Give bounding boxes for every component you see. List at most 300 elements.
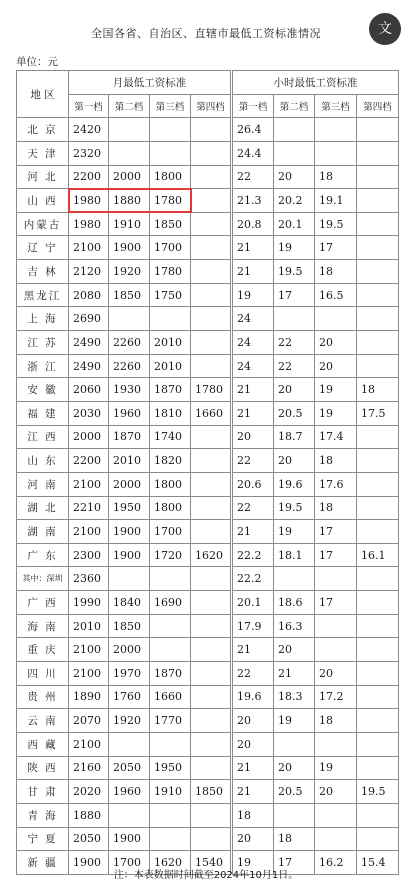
monthly-wage-cell: 2000 xyxy=(109,472,150,496)
hourly-wage-cell: 19 xyxy=(274,709,315,733)
region-cell: 甘 肃 xyxy=(17,780,69,804)
monthly-wage-cell: 2100 xyxy=(69,472,109,496)
hourly-wage-cell xyxy=(315,118,357,142)
hourly-wage-cell xyxy=(357,141,399,165)
monthly-wage-cell xyxy=(191,709,232,733)
region-cell: 安 徽 xyxy=(17,378,69,402)
monthly-wage-cell: 1750 xyxy=(150,283,191,307)
hourly-wage-cell: 17 xyxy=(274,283,315,307)
region-cell: 宁 夏 xyxy=(17,827,69,851)
monthly-wage-cell: 1990 xyxy=(69,591,109,615)
hourly-wage-cell xyxy=(274,141,315,165)
monthly-wage-cell xyxy=(191,803,232,827)
monthly-wage-cell xyxy=(191,827,232,851)
translate-button[interactable]: 文 xyxy=(369,13,401,45)
hourly-wage-cell: 22 xyxy=(232,496,274,520)
monthly-wage-cell: 2420 xyxy=(69,118,109,142)
table-row xyxy=(17,496,399,520)
hourly-wage-cell xyxy=(315,827,357,851)
table-row xyxy=(17,283,399,307)
table-row xyxy=(17,685,399,709)
table-row xyxy=(17,662,399,686)
table-row xyxy=(17,401,399,425)
unit-label: 单位：元 xyxy=(16,56,58,68)
hourly-wage-cell: 19.5 xyxy=(357,780,399,804)
hourly-wage-cell: 19.6 xyxy=(274,472,315,496)
hourly-wage-cell: 21 xyxy=(232,520,274,544)
header-hourly-tier-2: 第二档 xyxy=(274,94,315,118)
monthly-wage-cell: 2300 xyxy=(69,543,109,567)
monthly-wage-cell: 2080 xyxy=(69,283,109,307)
monthly-wage-cell: 1820 xyxy=(150,449,191,473)
monthly-wage-cell: 2050 xyxy=(69,827,109,851)
table-row xyxy=(17,449,399,473)
monthly-wage-cell: 1800 xyxy=(150,165,191,189)
hourly-wage-cell: 16.3 xyxy=(274,614,315,638)
region-cell: 江 西 xyxy=(17,425,69,449)
region-cell: 福 建 xyxy=(17,401,69,425)
hourly-wage-cell: 18 xyxy=(315,260,357,284)
table-row xyxy=(17,756,399,780)
hourly-wage-cell: 21 xyxy=(232,638,274,662)
monthly-wage-cell: 2010 xyxy=(150,331,191,355)
hourly-wage-cell xyxy=(357,803,399,827)
monthly-wage-cell: 2050 xyxy=(109,756,150,780)
monthly-wage-cell: 1780 xyxy=(150,189,191,213)
hourly-wage-cell: 17 xyxy=(315,520,357,544)
monthly-wage-cell: 2000 xyxy=(109,638,150,662)
monthly-wage-cell xyxy=(191,662,232,686)
hourly-wage-cell: 17 xyxy=(315,591,357,615)
monthly-wage-cell xyxy=(191,260,232,284)
hourly-wage-cell xyxy=(357,118,399,142)
monthly-wage-cell xyxy=(191,236,232,260)
hourly-wage-cell xyxy=(357,425,399,449)
region-cell: 海 南 xyxy=(17,614,69,638)
hourly-wage-cell: 19.5 xyxy=(274,496,315,520)
region-cell: 吉 林 xyxy=(17,260,69,284)
region-cell: 贵 州 xyxy=(17,685,69,709)
hourly-wage-cell: 20.5 xyxy=(274,401,315,425)
table-row xyxy=(17,567,399,591)
hourly-wage-cell xyxy=(357,638,399,662)
header-monthly-tier-1: 第一档 xyxy=(69,94,109,118)
region-cell: 上 海 xyxy=(17,307,69,331)
monthly-wage-cell: 1740 xyxy=(150,425,191,449)
hourly-wage-cell: 20 xyxy=(274,638,315,662)
monthly-wage-cell: 1950 xyxy=(150,756,191,780)
monthly-wage-cell: 2160 xyxy=(69,756,109,780)
header-monthly-tier-4: 第四档 xyxy=(191,94,232,118)
hourly-wage-cell: 20 xyxy=(274,378,315,402)
monthly-wage-cell: 2100 xyxy=(69,520,109,544)
table-row xyxy=(17,260,399,284)
hourly-wage-cell xyxy=(357,307,399,331)
header-hourly-tier-3: 第三档 xyxy=(315,94,357,118)
monthly-wage-cell: 2490 xyxy=(69,331,109,355)
hourly-wage-cell: 21 xyxy=(232,260,274,284)
hourly-wage-cell: 19 xyxy=(315,378,357,402)
region-cell: 湖 北 xyxy=(17,496,69,520)
monthly-wage-cell: 1880 xyxy=(109,189,150,213)
hourly-wage-cell: 24 xyxy=(232,354,274,378)
monthly-wage-cell: 1810 xyxy=(150,401,191,425)
hourly-wage-cell: 18.7 xyxy=(274,425,315,449)
hourly-wage-cell xyxy=(315,614,357,638)
hourly-wage-cell: 22 xyxy=(232,449,274,473)
hourly-wage-cell: 26.4 xyxy=(232,118,274,142)
hourly-wage-cell: 20 xyxy=(315,780,357,804)
hourly-wage-cell xyxy=(357,283,399,307)
table-row xyxy=(17,307,399,331)
monthly-wage-cell: 1980 xyxy=(69,189,109,213)
hourly-wage-cell: 19 xyxy=(315,756,357,780)
monthly-wage-cell xyxy=(191,331,232,355)
hourly-wage-cell: 20 xyxy=(274,165,315,189)
hourly-wage-cell xyxy=(357,496,399,520)
hourly-wage-cell xyxy=(357,591,399,615)
hourly-wage-cell xyxy=(357,472,399,496)
table-row xyxy=(17,212,399,236)
monthly-wage-cell xyxy=(191,212,232,236)
hourly-wage-cell: 18 xyxy=(315,496,357,520)
region-cell: 黑龙江 xyxy=(17,283,69,307)
hourly-wage-cell: 24 xyxy=(232,307,274,331)
table-row xyxy=(17,118,399,142)
monthly-wage-cell: 1660 xyxy=(191,401,232,425)
monthly-wage-cell: 2100 xyxy=(69,236,109,260)
hourly-wage-cell xyxy=(357,331,399,355)
monthly-wage-cell xyxy=(150,803,191,827)
monthly-wage-cell xyxy=(109,732,150,756)
monthly-wage-cell xyxy=(150,638,191,662)
hourly-wage-cell: 20 xyxy=(274,756,315,780)
hourly-wage-cell: 18.1 xyxy=(274,543,315,567)
monthly-wage-cell xyxy=(191,449,232,473)
monthly-wage-cell xyxy=(150,732,191,756)
monthly-wage-cell: 2100 xyxy=(69,732,109,756)
hourly-wage-cell: 19 xyxy=(315,401,357,425)
monthly-wage-cell xyxy=(191,756,232,780)
monthly-wage-cell xyxy=(150,827,191,851)
monthly-wage-cell xyxy=(150,118,191,142)
table-row xyxy=(17,543,399,567)
hourly-wage-cell xyxy=(357,732,399,756)
monthly-wage-cell: 1850 xyxy=(150,212,191,236)
hourly-wage-cell xyxy=(274,732,315,756)
region-cell: 四 川 xyxy=(17,662,69,686)
hourly-wage-cell xyxy=(357,520,399,544)
hourly-wage-cell: 20.2 xyxy=(274,189,315,213)
monthly-wage-cell: 1720 xyxy=(150,543,191,567)
table-row xyxy=(17,827,399,851)
hourly-wage-cell: 22 xyxy=(232,662,274,686)
hourly-wage-cell: 17 xyxy=(315,543,357,567)
monthly-wage-cell xyxy=(109,141,150,165)
region-cell: 青 海 xyxy=(17,803,69,827)
table-row xyxy=(17,520,399,544)
monthly-wage-cell xyxy=(109,307,150,331)
monthly-wage-cell: 2260 xyxy=(109,331,150,355)
hourly-wage-cell: 18 xyxy=(315,449,357,473)
hourly-wage-cell xyxy=(357,212,399,236)
monthly-wage-cell: 1620 xyxy=(191,543,232,567)
monthly-wage-cell: 2010 xyxy=(150,354,191,378)
monthly-wage-cell: 2210 xyxy=(69,496,109,520)
hourly-wage-cell: 22.2 xyxy=(232,543,274,567)
monthly-wage-cell xyxy=(191,472,232,496)
monthly-wage-cell: 1980 xyxy=(69,212,109,236)
monthly-wage-cell: 2200 xyxy=(69,449,109,473)
monthly-wage-cell: 2020 xyxy=(69,780,109,804)
region-cell: 河 南 xyxy=(17,472,69,496)
monthly-wage-cell: 2490 xyxy=(69,354,109,378)
region-cell: 浙 江 xyxy=(17,354,69,378)
hourly-wage-cell xyxy=(357,614,399,638)
table-row xyxy=(17,803,399,827)
table-row xyxy=(17,780,399,804)
monthly-wage-cell: 1770 xyxy=(150,709,191,733)
hourly-wage-cell: 19.6 xyxy=(232,685,274,709)
table-row xyxy=(17,638,399,662)
hourly-wage-cell: 20 xyxy=(232,732,274,756)
hourly-wage-cell: 21 xyxy=(232,401,274,425)
monthly-wage-cell xyxy=(191,425,232,449)
monthly-wage-cell: 2070 xyxy=(69,709,109,733)
table-row xyxy=(17,732,399,756)
monthly-wage-cell xyxy=(191,496,232,520)
monthly-wage-cell: 1900 xyxy=(109,827,150,851)
hourly-wage-cell: 17 xyxy=(274,851,315,875)
monthly-wage-cell: 1850 xyxy=(109,283,150,307)
hourly-wage-cell xyxy=(357,709,399,733)
hourly-wage-cell: 18 xyxy=(315,165,357,189)
region-cell: 西 藏 xyxy=(17,732,69,756)
region-cell: 北 京 xyxy=(17,118,69,142)
monthly-wage-cell: 1900 xyxy=(109,236,150,260)
hourly-wage-cell xyxy=(274,307,315,331)
monthly-wage-cell: 1950 xyxy=(109,496,150,520)
hourly-wage-cell: 24.4 xyxy=(232,141,274,165)
monthly-wage-cell: 1920 xyxy=(109,709,150,733)
monthly-wage-cell: 1890 xyxy=(69,685,109,709)
monthly-wage-cell xyxy=(191,165,232,189)
monthly-wage-cell: 1620 xyxy=(150,851,191,875)
region-cell: 内蒙古 xyxy=(17,212,69,236)
monthly-wage-cell: 2030 xyxy=(69,401,109,425)
monthly-wage-cell: 1660 xyxy=(150,685,191,709)
monthly-wage-cell xyxy=(150,567,191,591)
table-row xyxy=(17,189,399,213)
monthly-wage-cell xyxy=(150,141,191,165)
table-row xyxy=(17,331,399,355)
monthly-wage-cell: 2320 xyxy=(69,141,109,165)
hourly-wage-cell: 22.2 xyxy=(232,567,274,591)
monthly-wage-cell: 1870 xyxy=(150,662,191,686)
monthly-wage-cell: 1870 xyxy=(109,425,150,449)
monthly-wage-cell xyxy=(191,354,232,378)
monthly-wage-cell xyxy=(191,307,232,331)
monthly-wage-cell: 1930 xyxy=(109,378,150,402)
monthly-wage-cell: 1700 xyxy=(150,520,191,544)
hourly-wage-cell: 18.6 xyxy=(274,591,315,615)
region-cell: 新 疆 xyxy=(17,851,69,875)
table-row xyxy=(17,378,399,402)
region-cell: 云 南 xyxy=(17,709,69,733)
hourly-wage-cell xyxy=(274,118,315,142)
monthly-wage-cell: 2060 xyxy=(69,378,109,402)
monthly-wage-cell xyxy=(109,803,150,827)
hourly-wage-cell xyxy=(315,638,357,662)
hourly-wage-cell: 19 xyxy=(274,520,315,544)
hourly-wage-cell: 22 xyxy=(232,165,274,189)
monthly-wage-cell: 2260 xyxy=(109,354,150,378)
hourly-wage-cell: 21 xyxy=(232,780,274,804)
monthly-wage-cell xyxy=(191,614,232,638)
monthly-wage-cell xyxy=(191,118,232,142)
monthly-wage-cell: 1850 xyxy=(191,780,232,804)
monthly-wage-cell: 1900 xyxy=(69,851,109,875)
hourly-wage-cell: 19 xyxy=(274,236,315,260)
hourly-wage-cell: 18 xyxy=(357,378,399,402)
monthly-wage-cell: 1800 xyxy=(150,496,191,520)
hourly-wage-cell: 20.1 xyxy=(232,591,274,615)
monthly-wage-cell: 1900 xyxy=(109,520,150,544)
table-row xyxy=(17,141,399,165)
table-row xyxy=(17,425,399,449)
hourly-wage-cell xyxy=(357,449,399,473)
hourly-wage-cell: 21.3 xyxy=(232,189,274,213)
monthly-wage-cell xyxy=(191,520,232,544)
region-cell: 陕 西 xyxy=(17,756,69,780)
monthly-wage-cell xyxy=(191,189,232,213)
hourly-wage-cell: 22 xyxy=(274,354,315,378)
monthly-wage-cell xyxy=(109,567,150,591)
table-row xyxy=(17,236,399,260)
hourly-wage-cell xyxy=(315,803,357,827)
hourly-wage-cell: 20.6 xyxy=(232,472,274,496)
monthly-wage-cell: 1850 xyxy=(109,614,150,638)
table-row xyxy=(17,709,399,733)
hourly-wage-cell: 18.3 xyxy=(274,685,315,709)
hourly-wage-cell xyxy=(357,827,399,851)
hourly-wage-cell: 17.4 xyxy=(315,425,357,449)
region-cell: 广 西 xyxy=(17,591,69,615)
monthly-wage-cell xyxy=(191,591,232,615)
hourly-wage-cell: 16.5 xyxy=(315,283,357,307)
region-cell: 天 津 xyxy=(17,141,69,165)
hourly-wage-cell: 18 xyxy=(232,803,274,827)
hourly-wage-cell: 24 xyxy=(232,331,274,355)
header-hourly-group: 小时最低工资标准 xyxy=(232,71,399,95)
monthly-wage-cell xyxy=(191,732,232,756)
hourly-wage-cell: 20 xyxy=(315,354,357,378)
monthly-wage-cell: 2000 xyxy=(109,165,150,189)
hourly-wage-cell xyxy=(274,803,315,827)
hourly-wage-cell xyxy=(274,567,315,591)
hourly-wage-cell: 17.2 xyxy=(315,685,357,709)
minimum-wage-table xyxy=(16,70,399,875)
monthly-wage-cell: 1920 xyxy=(109,260,150,284)
hourly-wage-cell xyxy=(357,756,399,780)
hourly-wage-cell: 20 xyxy=(232,709,274,733)
monthly-wage-cell: 2360 xyxy=(69,567,109,591)
monthly-wage-cell xyxy=(191,567,232,591)
hourly-wage-cell: 17.5 xyxy=(357,401,399,425)
monthly-wage-cell: 2690 xyxy=(69,307,109,331)
hourly-wage-cell: 18 xyxy=(274,827,315,851)
monthly-wage-cell: 2000 xyxy=(69,425,109,449)
hourly-wage-cell: 20 xyxy=(315,331,357,355)
hourly-wage-cell: 20.1 xyxy=(274,212,315,236)
hourly-wage-cell xyxy=(315,567,357,591)
monthly-wage-cell: 1910 xyxy=(109,212,150,236)
hourly-wage-cell xyxy=(357,260,399,284)
monthly-wage-cell: 1760 xyxy=(109,685,150,709)
monthly-wage-cell: 1700 xyxy=(150,236,191,260)
hourly-wage-cell: 20 xyxy=(315,662,357,686)
monthly-wage-cell xyxy=(191,141,232,165)
hourly-wage-cell: 20 xyxy=(274,449,315,473)
monthly-wage-cell: 1540 xyxy=(191,851,232,875)
hourly-wage-cell xyxy=(357,662,399,686)
monthly-wage-cell: 1780 xyxy=(191,378,232,402)
header-monthly-group: 月最低工资标准 xyxy=(69,71,232,95)
hourly-wage-cell xyxy=(315,141,357,165)
monthly-wage-cell: 1780 xyxy=(150,260,191,284)
hourly-wage-cell: 16.1 xyxy=(357,543,399,567)
monthly-wage-cell: 1690 xyxy=(150,591,191,615)
table-row xyxy=(17,472,399,496)
monthly-wage-cell: 2010 xyxy=(109,449,150,473)
region-cell: 山 西 xyxy=(17,189,69,213)
region-cell: 山 东 xyxy=(17,449,69,473)
document-title: 全国各省、自治区、直辖市最低工资标准情况 xyxy=(91,27,321,40)
region-cell: 湖 南 xyxy=(17,520,69,544)
hourly-wage-cell: 20 xyxy=(232,827,274,851)
hourly-wage-cell: 22 xyxy=(274,331,315,355)
hourly-wage-cell xyxy=(357,685,399,709)
table-row xyxy=(17,591,399,615)
hourly-wage-cell: 17.6 xyxy=(315,472,357,496)
header-monthly-tier-3: 第三档 xyxy=(150,94,191,118)
hourly-wage-cell: 19.1 xyxy=(315,189,357,213)
hourly-wage-cell xyxy=(357,354,399,378)
monthly-wage-cell: 1870 xyxy=(150,378,191,402)
hourly-wage-cell: 21 xyxy=(274,662,315,686)
hourly-wage-cell: 21 xyxy=(232,756,274,780)
monthly-wage-cell xyxy=(191,638,232,662)
table-row xyxy=(17,354,399,378)
monthly-wage-cell: 1970 xyxy=(109,662,150,686)
table-row xyxy=(17,165,399,189)
hourly-wage-cell: 21 xyxy=(232,378,274,402)
hourly-wage-cell: 18 xyxy=(315,709,357,733)
table-body xyxy=(17,118,399,875)
hourly-wage-cell: 15.4 xyxy=(357,851,399,875)
monthly-wage-cell: 1910 xyxy=(150,780,191,804)
monthly-wage-cell: 2010 xyxy=(69,614,109,638)
hourly-wage-cell xyxy=(315,307,357,331)
monthly-wage-cell: 1700 xyxy=(109,851,150,875)
monthly-wage-cell: 2100 xyxy=(69,662,109,686)
monthly-wage-cell xyxy=(191,685,232,709)
hourly-wage-cell: 21 xyxy=(232,236,274,260)
hourly-wage-cell: 20.5 xyxy=(274,780,315,804)
hourly-wage-cell: 19.5 xyxy=(274,260,315,284)
monthly-wage-cell: 1900 xyxy=(109,543,150,567)
monthly-wage-cell: 2120 xyxy=(69,260,109,284)
